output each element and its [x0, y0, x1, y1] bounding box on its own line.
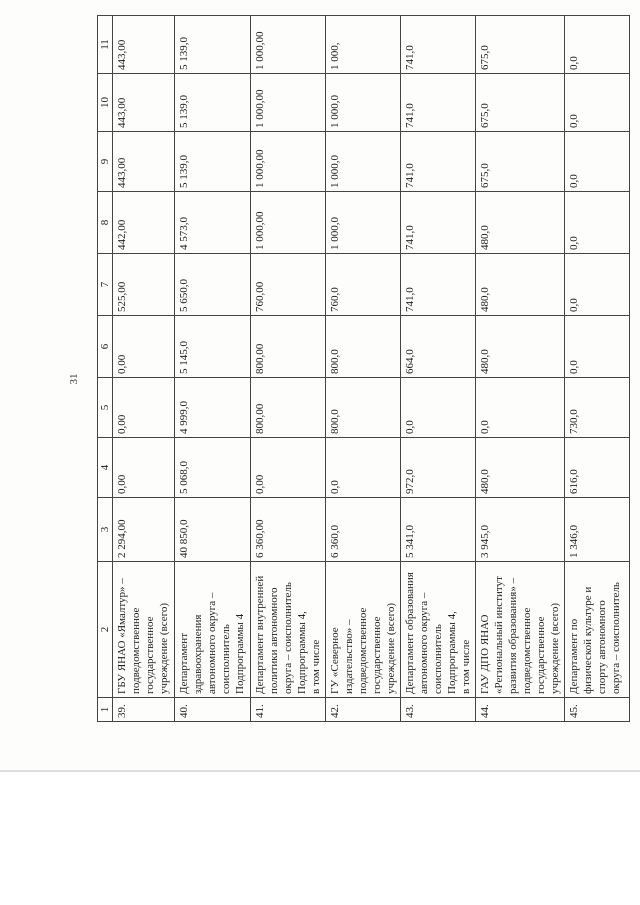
value-cell: 443,00 — [113, 132, 175, 192]
row-name: Департамент образования автономного округа – соисполнитель Подпрограммы 4, в том числе — [401, 562, 476, 698]
row-number: 41. — [251, 698, 326, 722]
value-cell: 442,00 — [113, 192, 175, 254]
value-cell: 616,0 — [565, 438, 630, 498]
value-cell: 0,0 — [565, 132, 630, 192]
row-number: 39. — [113, 698, 175, 722]
value-cell: 675,0 — [476, 132, 565, 192]
value-cell: 5 068,0 — [175, 438, 251, 498]
value-cell: 480,0 — [476, 438, 565, 498]
column-header: 1 — [98, 698, 113, 722]
value-cell: 443,00 — [113, 74, 175, 132]
header-row — [98, 16, 113, 722]
value-cell: 6 360,00 — [251, 498, 326, 562]
value-cell: 0,0 — [565, 16, 630, 74]
row-name: Департамент внутренней политики автономного округа – соисполнитель Подпрограммы 4, в том числе — [251, 562, 326, 698]
value-cell: 0,0 — [565, 316, 630, 378]
column-header: 6 — [98, 316, 113, 378]
value-cell: 480,0 — [476, 192, 565, 254]
value-cell: 443,00 — [113, 16, 175, 74]
value-cell: 1 346,0 — [565, 498, 630, 562]
column-header: 3 — [98, 498, 113, 562]
row-number: 43. — [401, 698, 476, 722]
value-cell: 741,0 — [401, 192, 476, 254]
value-cell: 1 000,0 — [326, 192, 401, 254]
row-number: 44. — [476, 698, 565, 722]
row-number: 42. — [326, 698, 401, 722]
value-cell: 6 360,0 — [326, 498, 401, 562]
value-cell: 730,0 — [565, 378, 630, 438]
column-header: 8 — [98, 192, 113, 254]
value-cell: 741,0 — [401, 132, 476, 192]
row-name: Департамент по физической культуре и спорту автономного округа – соисполнитель — [565, 562, 630, 698]
row-name: ГАУ ДПО ЯНАО «Региональный институт развития образования» – подведомственное государственное учреждение (всего) — [476, 562, 565, 698]
column-header: 7 — [98, 254, 113, 316]
table-row — [326, 16, 401, 722]
value-cell: 1 000,00 — [251, 132, 326, 192]
value-cell: 0,0 — [565, 254, 630, 316]
value-cell: 675,0 — [476, 16, 565, 74]
table-row — [175, 16, 251, 722]
row-number: 40. — [175, 698, 251, 722]
value-cell: 760,00 — [251, 254, 326, 316]
value-cell: 1 000, — [326, 16, 401, 74]
value-cell: 0,00 — [251, 438, 326, 498]
value-cell: 0,0 — [326, 438, 401, 498]
value-cell: 480,0 — [476, 254, 565, 316]
value-cell: 0,0 — [401, 378, 476, 438]
value-cell: 1 000,00 — [251, 192, 326, 254]
table-row — [401, 16, 476, 722]
column-header: 2 — [98, 562, 113, 698]
value-cell: 3 945,0 — [476, 498, 565, 562]
value-cell: 5 145,0 — [175, 316, 251, 378]
value-cell: 4 573,0 — [175, 192, 251, 254]
value-cell: 741,0 — [401, 254, 476, 316]
value-cell: 5 139,0 — [175, 74, 251, 132]
value-cell: 5 341,0 — [401, 498, 476, 562]
table-row — [476, 16, 565, 722]
value-cell: 741,0 — [401, 16, 476, 74]
value-cell: 525,00 — [113, 254, 175, 316]
value-cell: 800,00 — [251, 378, 326, 438]
table-row — [251, 16, 326, 722]
value-cell: 40 850,0 — [175, 498, 251, 562]
value-cell: 4 999,0 — [175, 378, 251, 438]
value-cell: 5 139,0 — [175, 132, 251, 192]
value-cell: 800,00 — [251, 316, 326, 378]
value-cell: 675,0 — [476, 74, 565, 132]
value-cell: 1 000,00 — [251, 74, 326, 132]
column-header: 11 — [98, 16, 113, 74]
value-cell: 480,0 — [476, 316, 565, 378]
row-name: ГБУ ЯНАО «Ямалтур» – подведомственное государственное учреждение (всего) — [113, 562, 175, 698]
value-cell: 2 294,00 — [113, 498, 175, 562]
table-body — [98, 16, 630, 722]
value-cell: 0,00 — [113, 378, 175, 438]
row-name: ГУ «Северное издательство» – подведомственное государственное учреждение (всего) — [326, 562, 401, 698]
value-cell: 5 139,0 — [175, 16, 251, 74]
column-header: 5 — [98, 378, 113, 438]
value-cell: 664,0 — [401, 316, 476, 378]
page-number: 31 — [68, 373, 80, 385]
value-cell: 972,0 — [401, 438, 476, 498]
value-cell: 0,0 — [565, 74, 630, 132]
rotated-table-wrapper — [97, 16, 622, 722]
row-name: Департамент здравоохранения автономного округа – соисполнитель Подпрограммы 4 — [175, 562, 251, 698]
column-header: 10 — [98, 74, 113, 132]
table-row — [565, 16, 630, 722]
column-header: 9 — [98, 132, 113, 192]
value-cell: 760,0 — [326, 254, 401, 316]
value-cell: 1 000,0 — [326, 132, 401, 192]
value-cell: 0,0 — [565, 192, 630, 254]
value-cell: 800,0 — [326, 378, 401, 438]
value-cell: 741,0 — [401, 74, 476, 132]
budget-table — [97, 15, 630, 722]
value-cell: 1 000,00 — [251, 16, 326, 74]
value-cell: 1 000,0 — [326, 74, 401, 132]
value-cell: 5 650,0 — [175, 254, 251, 316]
value-cell: 0,00 — [113, 316, 175, 378]
value-cell: 800,0 — [326, 316, 401, 378]
value-cell: 0,0 — [476, 378, 565, 438]
column-header: 4 — [98, 438, 113, 498]
table-row — [113, 16, 175, 722]
value-cell: 0,00 — [113, 438, 175, 498]
row-number: 45. — [565, 698, 630, 722]
